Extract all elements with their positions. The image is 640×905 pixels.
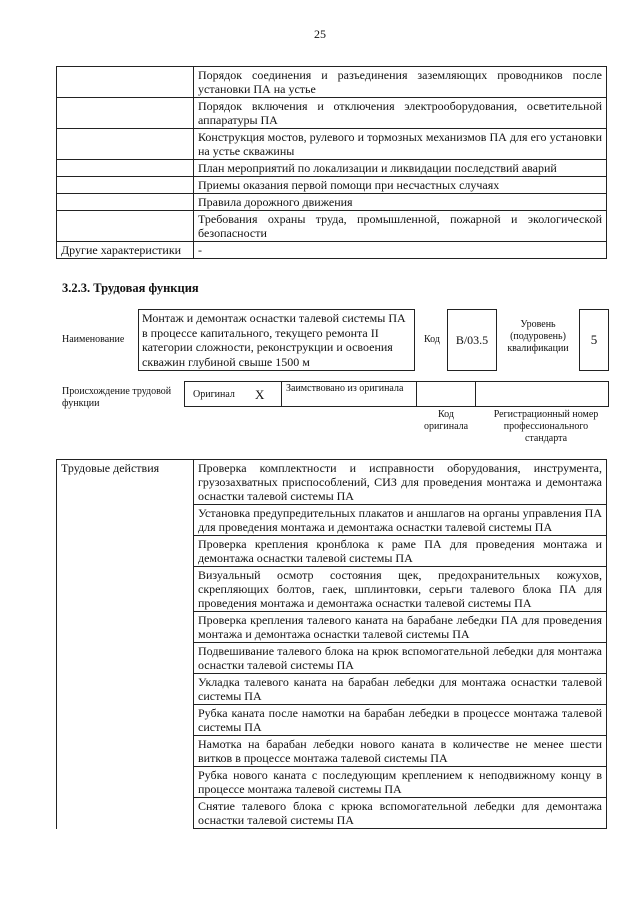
table-cell: План мероприятий по локализации и ликвидации последствий аварий xyxy=(194,160,607,177)
table-cell: Визуальный осмотр состояния щек, предохранительных кожухов, скрепляющих болтов, гаек, шплинтовки, серьги талевого блока ПА для проведения монтажа и демонтажа оснастки талевой системы ПА xyxy=(194,567,607,612)
labor-actions-table xyxy=(56,459,607,829)
table-row xyxy=(57,98,607,129)
origin-label: Происхождение трудовой функции xyxy=(62,386,172,409)
table-cell: Порядок включения и отключения электрооборудования, осветительной аппаратуры ПА xyxy=(194,98,607,129)
original-code-cell xyxy=(416,381,476,407)
code-label: Код xyxy=(424,334,440,345)
function-code: B/03.5 xyxy=(447,309,497,371)
code-original-caption: Код оригинала xyxy=(423,409,469,432)
table-cell: Рубка нового каната с последующим креплением к неподвижному концу в процессе монтажа талевой системы ПА xyxy=(194,767,607,798)
table-row xyxy=(57,194,607,211)
section-heading: 3.2.3. Трудовая функция xyxy=(62,281,199,295)
table-cell: Проверка крепления талевого каната на барабане лебедки ПА для проведения монтажа и демонтажа оснастки талевой системы ПА xyxy=(194,612,607,643)
function-name: Монтаж и демонтаж оснастки талевой системы ПА в процессе капитального, текущего ремонта II категории сложности, реконструкции и освоения скважин глубиной свыше 1500 м xyxy=(138,309,415,371)
table-cell: Конструкция мостов, рулевого и тормозных механизмов ПА для его установки на устье скважины xyxy=(194,129,607,160)
table-cell: Порядок соединения и разъединения заземляющих проводников после установки ПА на устье xyxy=(194,67,607,98)
name-label: Наименование xyxy=(62,334,125,345)
reg-number-caption: Регистрационный номер профессионального стандарта xyxy=(493,409,599,444)
borrowed-cell xyxy=(281,381,417,407)
table-row xyxy=(57,460,607,505)
table-row xyxy=(57,242,607,259)
table-cell: Подвешивание талевого блока на крюк вспомогательной лебедки для монтажа оснастки талевой системы ПА xyxy=(194,643,607,674)
table-cell: Снятие талевого блока с крюка вспомогательной лебедки для демонтажа оснастки талевой системы ПА xyxy=(194,798,607,829)
table-cell: Проверка комплектности и исправности оборудования, инструмента, грузозахватных приспособлений, СИЗ для проведения монтажа и демонтажа оснастки талевой системы ПА xyxy=(194,460,607,505)
table-cell: Намотка на барабан лебедки нового каната в количестве не менее шести витков в процессе монтажа талевой системы ПА xyxy=(194,736,607,767)
original-cell xyxy=(184,381,282,407)
table-cell: Требования охраны труда, промышленной, пожарной и экологической безопасности xyxy=(194,211,607,242)
level-label: Уровень (подуровень) квалификации xyxy=(507,319,569,354)
other-characteristics-value: - xyxy=(194,242,607,259)
reg-number-cell xyxy=(475,381,609,407)
table-row xyxy=(57,160,607,177)
table-row xyxy=(57,129,607,160)
qualification-level: 5 xyxy=(579,309,609,371)
table-cell: Правила дорожного движения xyxy=(194,194,607,211)
table-cell: Проверка крепления кронблока к раме ПА для проведения монтажа и демонтажа оснастки талевой системы ПА xyxy=(194,536,607,567)
original-mark: X xyxy=(255,387,265,402)
table-row xyxy=(57,211,607,242)
table-cell: Установка предупредительных плакатов и аншлагов на органы управления ПА для проведения монтажа и демонтажа оснастки талевой системы ПА xyxy=(194,505,607,536)
page-number: 25 xyxy=(314,27,326,41)
borrowed-label: Заимствовано из оригинала xyxy=(286,383,404,394)
table-cell: Приемы оказания первой помощи при несчастных случаях xyxy=(194,177,607,194)
table-cell: Укладка талевого каната на барабан лебедки для монтажа оснастки талевой системы ПА xyxy=(194,674,607,705)
table-row xyxy=(57,177,607,194)
other-characteristics-label: Другие характеристики xyxy=(57,242,194,259)
table-cell: Рубка каната после намотки на барабан лебедки в процессе монтажа талевой системы ПА xyxy=(194,705,607,736)
table-row xyxy=(57,67,607,98)
knowledge-table xyxy=(56,66,607,259)
labor-actions-label: Трудовые действия xyxy=(57,460,194,829)
original-label: Оригинал xyxy=(193,389,235,400)
